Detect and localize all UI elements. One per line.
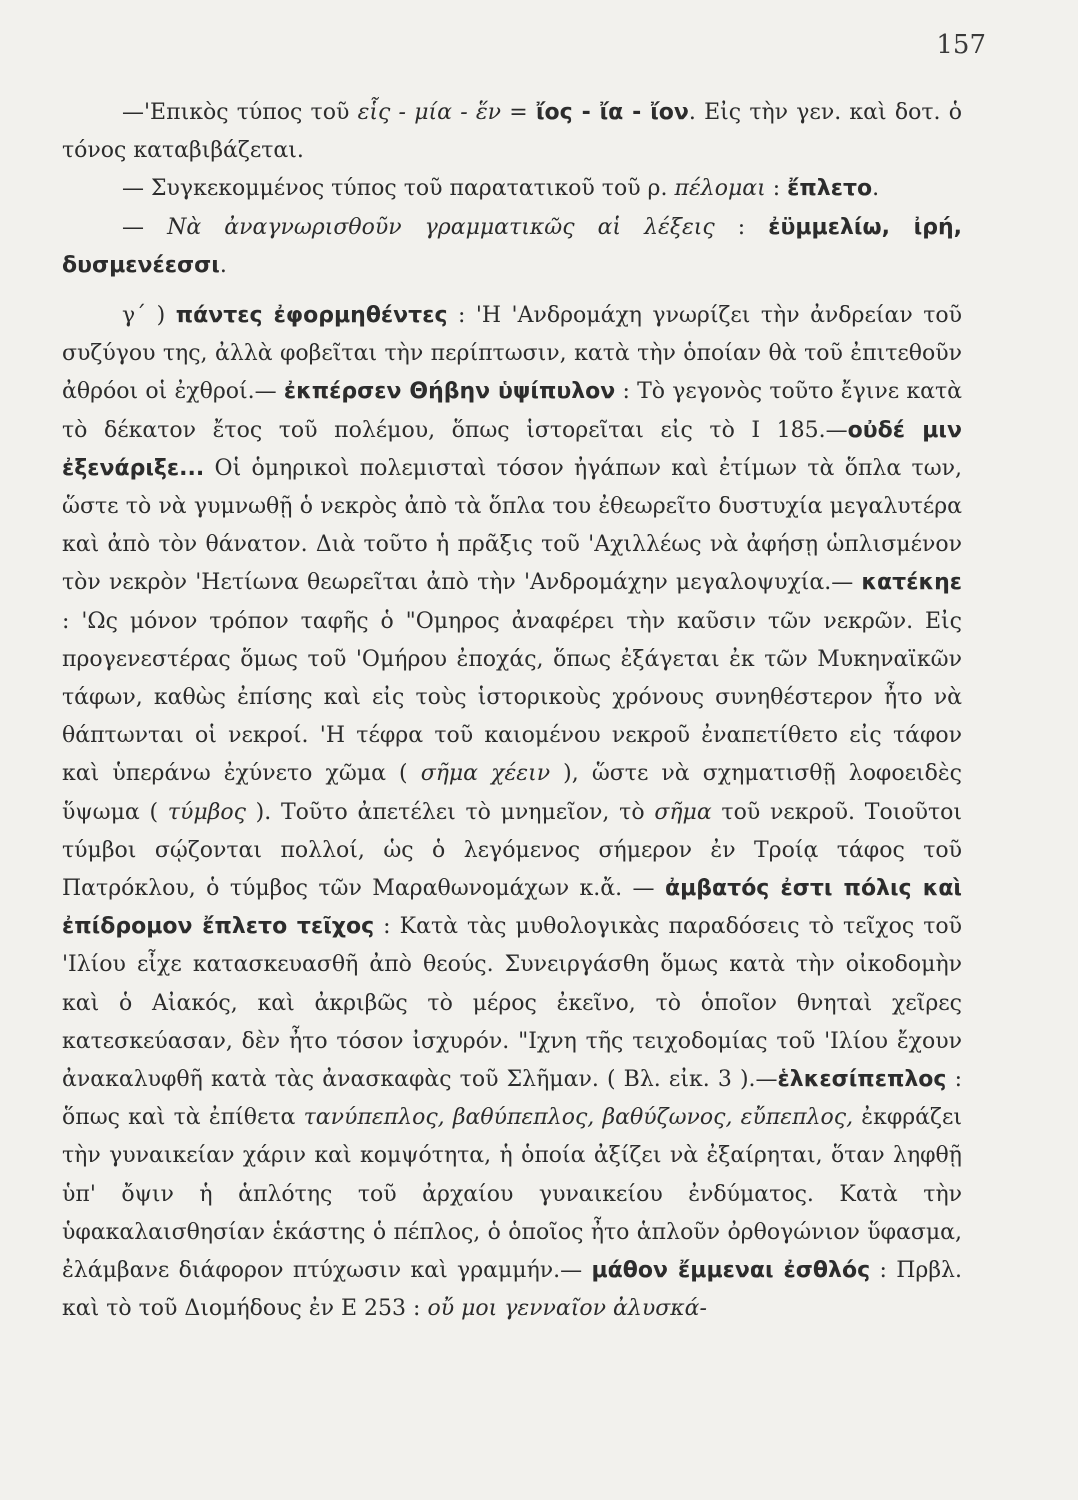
section-marker: γ΄ ) bbox=[122, 303, 176, 329]
bold-term: πάντες ἐφορμηθέντες bbox=[175, 303, 448, 329]
italic-term: σῆμα bbox=[654, 799, 712, 825]
italic-term: σῆμα χέειν bbox=[420, 761, 551, 787]
page-number: 157 bbox=[936, 30, 986, 60]
italic-term: τανύπεπλος, βαθύπεπλος, βαθύζωνος, εὔπεπλος, bbox=[303, 1105, 854, 1131]
bold-term: ἀμβατός ἐστι πόλις καὶ ἐπίδρομον ἔπλετο τεῖχος bbox=[62, 876, 963, 940]
text-run: — bbox=[122, 214, 168, 240]
italic-term: Νὰ ἀναγνωρισθοῦν γραμματικῶς αἱ λέξεις bbox=[167, 214, 715, 240]
body-text bbox=[62, 94, 962, 1329]
text-run: ), ὥστε νὰ σχηματισθῇ λοφοειδὲς ὕψωμα ( bbox=[62, 761, 962, 825]
italic-term: πέλομαι bbox=[674, 176, 766, 202]
text-run: : bbox=[714, 214, 769, 240]
text-run: . Εἰς τὴν γεν. καὶ δοτ. ὁ τόνος καταβιβάζεται. bbox=[62, 100, 963, 164]
paragraph-epic-form bbox=[62, 94, 962, 170]
text-run: . bbox=[872, 176, 880, 202]
bold-term: ἑλκεσίπεπλος bbox=[777, 1067, 947, 1093]
paragraph-commentary bbox=[62, 297, 962, 1328]
bold-term: ἐκπέρσεν Θήβην ὑψίπυλον bbox=[283, 379, 616, 405]
text-run: ). Τοῦτο ἀπετέλει τὸ μνημεῖον, τὸ bbox=[245, 799, 655, 825]
text-run: Οἱ ὁμηρικοὶ πολεμισταὶ τόσον ἠγάπων καὶ ἐτίμων τὰ ὅπλα των, ὥστε τὸ νὰ γυμνωθῇ ὁ νεκρὸς ἀπὸ τὰ ὅπλα του ἐθεωρεῖτο δυστυχία μεγαλυτέρα καὶ ἀπὸ τὸν θάνατον. Διὰ τοῦτο ἡ πρᾶξις τοῦ 'Αχιλλέως νὰ ἀφήσῃ ὡπλισμένον τὸν νεκρὸν 'Ηετίωνα θεωρεῖται ἀπὸ τὴν 'Ανδρομάχην μεγαλοψυχία.— bbox=[62, 455, 962, 596]
text-run: ἐκφράζει τὴν γυναικείαν χάριν καὶ κομψότητα, ἡ ὁποία ἀξίζει νὰ ἐξαίρηται, ὅταν ληφθῇ ὑπ' ὄψιν ἡ ἁπλότης τοῦ ἀρχαίου γυναικείου ἐνδύματος. Κατὰ τὴν ὑφακαλαισθησίαν ἑκάστης ὁ πέπλος, ὁ ὁποῖος ἦτο ἁπλοῦν ὀρθογώνιον ὕφασμα, ἐλάμβανε διάφορον πτύχωσιν καὶ γραμμήν.— bbox=[62, 1105, 962, 1284]
text-run: : bbox=[765, 176, 788, 202]
bold-term: μάθον ἔμμεναι ἐσθλός bbox=[591, 1258, 871, 1284]
text-run: — Συγκεκομμένος τύπος τοῦ παρατατικοῦ τοῦ ρ. bbox=[122, 176, 675, 202]
text-run: : Πρβλ. καὶ τὸ τοῦ Διομήδους ἐν Ε 253 : bbox=[62, 1258, 962, 1322]
bold-term: ἴος - ἴα - ἴον bbox=[535, 100, 689, 125]
paragraph-contracted-form bbox=[62, 170, 962, 208]
text-run: : Τὸ γεγονὸς τοῦτο ἔγινε κατὰ τὸ δέκατον ἔτος τοῦ πολέμου, ὅπως ἱστορεῖται εἰς τὸ Ι 185.— bbox=[62, 379, 962, 443]
italic-term: τύμβος bbox=[167, 799, 246, 825]
text-run: = bbox=[501, 100, 536, 125]
text-run: : Κατὰ τὰς μυθολογικὰς παραδόσεις τὸ τεῖχος τοῦ 'Ιλίου εἶχε κατασκευασθῆ ἀπὸ θεούς. Συνειργάσθη ὅμως κατὰ τὴν οἰκοδομὴν καὶ ὁ Αἰακός, καὶ ἀκριβῶς τὸ μέρος ἐκεῖνο, τὸ ὁποῖον θνηταὶ χεῖρες κατεσκεύασαν, δὲν ἦτο τόσον ἰσχυρόν. "Ιχνη τῆς τειχοδομίας τοῦ 'Ιλίου ἔχουν ἀνακαλυφθῆ κατὰ τὰς ἀνασκαφὰς τοῦ Σλῆμαν. ( Βλ. εἰκ. 3 ).— bbox=[62, 914, 962, 1093]
bold-term: κατέκηε bbox=[861, 570, 962, 596]
text-run: . bbox=[219, 252, 227, 278]
text-run: : ὅπως καὶ τὰ ἐπίθετα bbox=[62, 1067, 962, 1131]
text-run: : 'Η 'Ανδρομάχη γνωρίζει τὴν ἀνδρείαν τοῦ συζύγου της, ἀλλὰ φοβεῖται τὴν περίπτωσιν, κατὰ τὴν ὁποίαν θὰ τοῦ ἐπιτεθοῦν ἀθρόοι οἱ ἐχθροί.— bbox=[62, 303, 962, 405]
text-run: : 'Ως μόνον τρόπον ταφῆς ὁ "Ομηρος ἀναφέρει τὴν καῦσιν τῶν νεκρῶν. Εἰς προγενεστέρας ὅμως τοῦ 'Ομήρου ἐποχάς, ὅπως ἐξάγεται ἐκ τῶν Μυκηναϊκῶν τάφων, καθὼς ἐπίσης καὶ εἰς τοὺς ἱστορικοὺς χρόνους συνηθέστερον ἦτο νὰ θάπτωνται οἱ νεκροί. 'Η τέφρα τοῦ καιομένου νεκροῦ ἐναπετίθετο εἰς τάφον καὶ ὑπεράνω ἐχύνετο χῶμα ( bbox=[62, 608, 962, 787]
italic-term: εἷς - μία - ἕν bbox=[357, 100, 502, 125]
bold-term: ἐϋμμελίω, ἰρή, δυσμενέεσσι bbox=[62, 214, 962, 278]
bold-term: ἔπλετο bbox=[787, 176, 873, 202]
bold-term: οὐδέ μιν ἐξενάριξε... bbox=[62, 417, 962, 481]
text-run: —'Επικὸς τύπος τοῦ bbox=[122, 100, 358, 125]
text-run: τοῦ νεκροῦ. Τοιοῦτοι τύμβοι σῴζονται πολλοί, ὡς ὁ λεγόμενος σήμερον ἐν Τροίᾳ τάφος τοῦ Πατρόκλου, ὁ τύμβος τῶν Μαραθωνομάχων κ.ἄ. — bbox=[62, 799, 962, 902]
paragraph-exercise bbox=[62, 209, 962, 285]
italic-term: οὔ μοι γενναῖον ἀλυσκά- bbox=[427, 1296, 707, 1322]
